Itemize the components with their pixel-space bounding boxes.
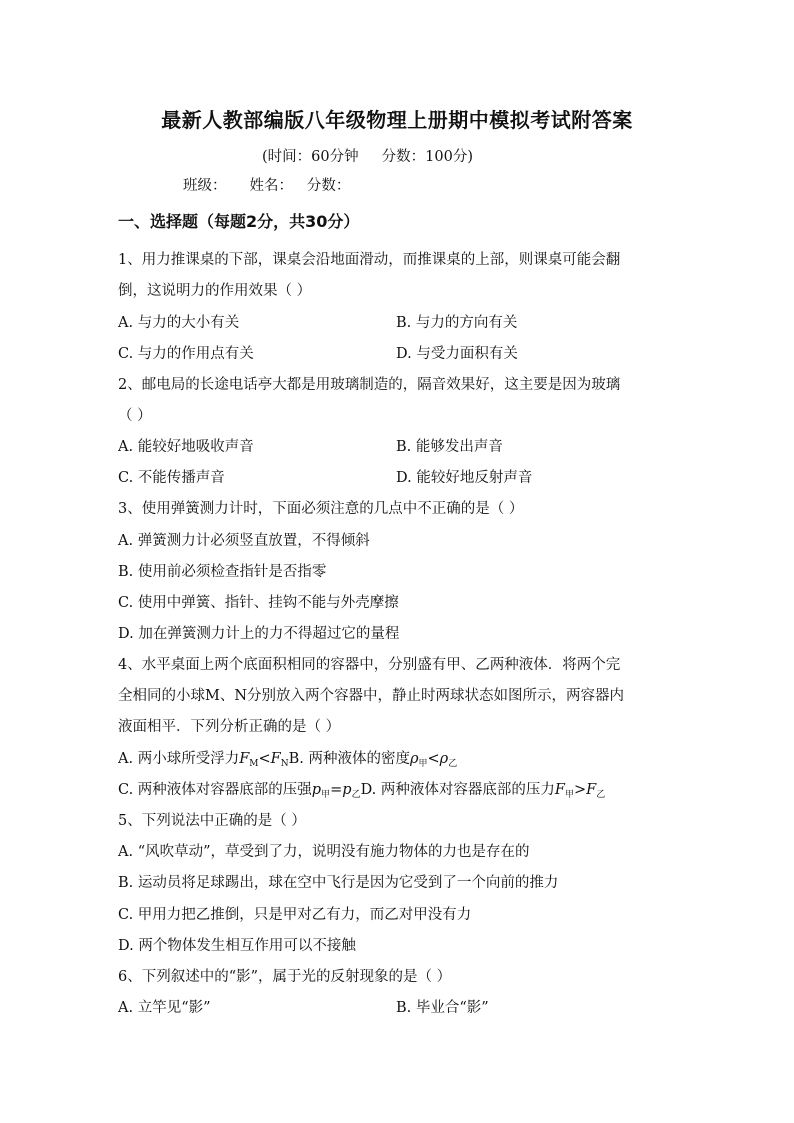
question-2-option-d: D. 能较好地反射声音 <box>396 470 533 486</box>
less-than-sign: < <box>258 751 271 767</box>
question-3-option-d: D. 加在弹簧测力计上的力不得超过它的量程 <box>118 626 400 642</box>
question-2-option-c: C. 不能传播声音 <box>118 470 225 486</box>
question-1-stem-line-1: 1、用力推课桌的下部，课桌会沿地面滑动，而推课桌的上部，则课桌可能会翻 <box>118 252 621 268</box>
symbol-rho: ρ <box>439 751 449 767</box>
question-5-option-a: A. “风吹草动”，草受到了力，说明没有施力物体的力也是存在的 <box>118 844 530 860</box>
question-1-option-b: B. 与力的方向有关 <box>396 315 518 331</box>
question-1-option-a: A. 与力的大小有关 <box>118 315 240 331</box>
symbol-f: F <box>554 782 565 798</box>
symbol-f: F <box>239 751 250 767</box>
greater-than-sign: > <box>573 782 587 798</box>
question-2-option-b: B. 能够发出声音 <box>396 439 503 455</box>
question-1-option-d: D. 与受力面积有关 <box>396 346 518 362</box>
option-c-prefix: C. 两种液体对容器底部的压强 <box>118 782 312 798</box>
question-3-option-b: B. 使用前必须检查指针是否指零 <box>118 564 327 580</box>
question-5-option-d: D. 两个物体发生相互作用可以不接触 <box>118 938 356 954</box>
symbol-p: p <box>311 782 322 798</box>
subscript-jia: 甲 <box>418 759 428 769</box>
subscript-m: M <box>249 759 259 769</box>
question-5-option-c: C. 甲用力把乙推倒，只是甲对乙有力，而乙对甲没有力 <box>118 907 472 923</box>
question-6-option-b: B. 毕业合“影” <box>396 1000 489 1016</box>
question-3-option-c: C. 使用中弹簧、指针、挂钩不能与外壳摩擦 <box>118 595 399 611</box>
question-3-option-a: A. 弹簧测力计必须竖直放置，不得倾斜 <box>118 533 370 549</box>
subscript-n: N <box>280 759 289 769</box>
subscript-yi: 乙 <box>596 790 606 800</box>
document-title: 最新人教部编版八年级物理上册期中模拟考试附答案 <box>161 108 633 132</box>
subscript-jia: 甲 <box>321 790 331 800</box>
subscript-jia: 甲 <box>564 790 574 800</box>
symbol-f: F <box>270 751 281 767</box>
subscript-yi: 乙 <box>448 759 458 769</box>
question-2-stem-line-2: （ ） <box>118 408 152 424</box>
question-2-stem-line-1: 2、邮电局的长途电话亭大都是用玻璃制造的，隔音效果好，这主要是因为玻璃 <box>118 377 621 393</box>
exam-info: (时间：60分钟 分数：100分) <box>262 149 473 165</box>
question-3-stem: 3、使用弹簧测力计时，下面必须注意的几点中不正确的是（ ） <box>118 501 524 517</box>
section-heading-multiple-choice: 一、选择题（每题2分，共30分） <box>118 212 360 231</box>
option-d-prefix: D. 两种液体对容器底部的压力 <box>360 782 555 798</box>
question-4-stem-line-2: 全相同的小球M、N分别放入两个容器中，静止时两球状态如图所示，两容器内 <box>118 688 625 704</box>
question-2-option-a: A. 能较好地吸收声音 <box>118 439 254 455</box>
question-6-option-a: A. 立竿见“影” <box>118 1000 211 1016</box>
question-5-stem: 5、下列说法中正确的是（ ） <box>118 813 306 829</box>
question-4-options-a-b <box>118 747 457 769</box>
subscript-yi: 乙 <box>351 790 361 800</box>
question-4-options-c-d <box>118 778 605 800</box>
question-4-stem-line-3: 液面相平．下列分析正确的是（ ） <box>118 719 341 735</box>
equals-sign: = <box>330 782 343 798</box>
symbol-f: F <box>586 782 597 798</box>
option-a-prefix: A. 两小球所受浮力 <box>118 751 240 767</box>
question-1-option-c: C. 与力的作用点有关 <box>118 346 254 362</box>
class-name-score-line: 班级： 姓名： 分数： <box>183 178 351 194</box>
symbol-p: p <box>342 782 352 798</box>
less-than-sign: < <box>427 751 440 767</box>
question-1-stem-line-2: 倒，这说明力的作用效果（ ） <box>118 283 312 299</box>
option-b-prefix: B. 两种液体的密度 <box>288 751 410 767</box>
question-6-stem: 6、下列叙述中的“影”，属于光的反射现象的是（ ） <box>118 969 452 985</box>
symbol-rho: ρ <box>409 751 419 767</box>
question-4-stem-line-1: 4、水平桌面上两个底面积相同的容器中，分别盛有甲、乙两种液体．将两个完 <box>118 657 621 673</box>
question-5-option-b: B. 运动员将足球踢出，球在空中飞行是因为它受到了一个向前的推力 <box>118 875 559 891</box>
